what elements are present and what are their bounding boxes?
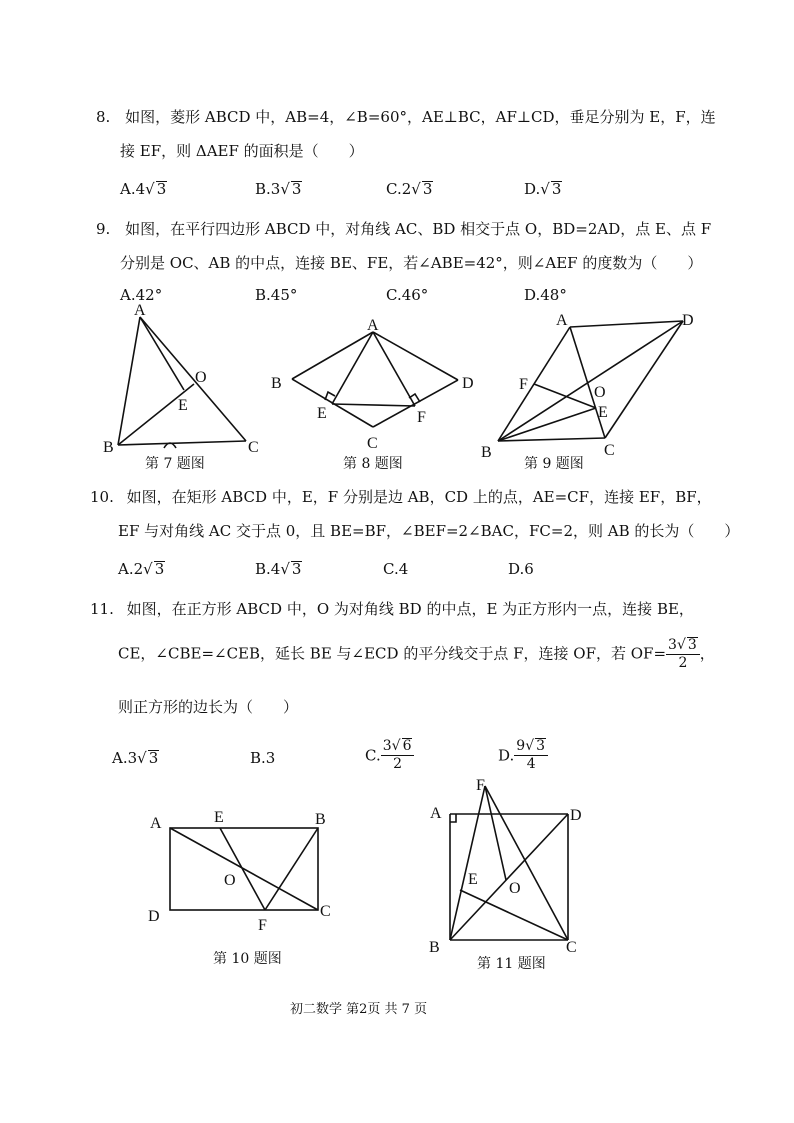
q9-number: 9. — [96, 220, 111, 238]
q11-option-a[interactable]: A.3√ 3 — [112, 749, 159, 767]
figure-11 — [420, 770, 610, 960]
fig11-label-c: C — [566, 939, 577, 956]
fig8-label-f: F — [417, 409, 426, 426]
fig8-segment-ae — [332, 332, 373, 404]
fig9-label-d: D — [682, 312, 694, 329]
fig11-label-b: B — [429, 939, 440, 956]
fig7-label-a: A — [134, 302, 146, 319]
figure-7 — [98, 300, 268, 460]
fig7-caption: 第 7 题图 — [145, 456, 205, 472]
fig8-segment-ab — [292, 332, 373, 379]
fig8-label-e: E — [317, 405, 327, 422]
fig7-label-o: O — [195, 369, 207, 386]
q9-line1 — [96, 218, 711, 239]
fig10-label-e: E — [214, 809, 224, 826]
q11-line2: CE，∠CBE=∠CEB，延长 BE 与∠ECD 的平分线交于点 F，连接 OF，若 OF= $\frac{3√ 3}{2}$ ， — [118, 637, 715, 671]
fig7-segment-ac — [140, 317, 246, 441]
q8-line2: 接 EF，则 ΔAEF 的面积是（ ） — [120, 142, 364, 160]
figure-8 — [265, 312, 485, 452]
q11-text-line1: 如图，在正方形 ABCD 中，O 为对角线 BD 的中点，E 为正方形内一点，连接 BE， — [126, 600, 694, 618]
fig11-segment-ec — [460, 890, 568, 940]
fig11-label-d: D — [570, 807, 582, 824]
fig9-label-f: F — [519, 376, 528, 393]
fig8-label-d: D — [462, 375, 474, 392]
fig10-segment-bf — [265, 828, 318, 910]
q9-option-a[interactable]: A.42° — [120, 286, 163, 304]
fig9-label-a: A — [556, 312, 568, 329]
q9-option-b[interactable]: B.45° — [255, 286, 298, 304]
fig9-segment-bc — [498, 438, 605, 441]
q10-text-line1: 如图，在矩形 ABCD 中，E，F 分别是边 AB，CD 上的点，AE=CF，连接 EF，BF， — [126, 488, 712, 506]
fig11-label-e: E — [468, 871, 478, 888]
q11-line3: 则正方形的边长为（ ） — [118, 698, 299, 716]
q10-line2: EF 与对角线 AC 交于点 0，且 BE=BF，∠BEF=2∠BAC，FC=2，则 AB 的长为（ ） — [118, 522, 740, 540]
fig10-diagonal-ac — [170, 828, 318, 910]
page-footer: 初二数学 第2页 共 7 页 — [290, 1002, 428, 1017]
q10-option-d[interactable]: D.6 — [508, 560, 534, 578]
fig11-segment-cf — [485, 786, 568, 940]
fig9-label-b: B — [481, 444, 492, 461]
fig11-caption: 第 11 题图 — [477, 956, 546, 972]
fig10-label-a: A — [150, 815, 162, 832]
q8-line1 — [96, 106, 716, 127]
fig7-label-b: B — [103, 439, 114, 456]
q11-line1 — [90, 598, 694, 619]
q8-option-c[interactable]: C.2√ 3 — [386, 180, 433, 198]
q8-text-line1: 如图，菱形 ABCD 中，AB=4，∠B=60°，AE⊥BC，AF⊥CD，垂足分别为 E，F，连 — [125, 108, 716, 126]
q11-option-d[interactable]: D. $\frac{9√ 3}{4}$ — [498, 738, 548, 773]
fig9-segment-cd — [605, 321, 683, 438]
q8-options — [120, 180, 660, 202]
fig7-label-c: C — [248, 439, 259, 456]
fig11-label-a: A — [430, 805, 442, 822]
q10-option-c[interactable]: C.4 — [383, 560, 409, 578]
fig10-caption: 第 10 题图 — [213, 951, 282, 967]
figure-9 — [478, 305, 708, 465]
fig9-caption: 第 9 题图 — [524, 456, 584, 472]
fig9-segment-fe — [534, 384, 596, 408]
q11-text-line2: CE，∠CBE=∠CEB，延长 BE 与∠ECD 的平分线交于点 F，连接 OF，若 OF= — [118, 644, 667, 663]
fig11-right-angle-a — [450, 814, 456, 822]
fig7-segment-bc — [118, 441, 246, 445]
fig10-label-b: B — [315, 811, 326, 828]
fig7-segment-bo — [118, 384, 194, 445]
q11-of-fraction: $\frac{3√ 3}{2}$ — [666, 637, 700, 672]
fig8-segment-ef — [332, 404, 415, 406]
fig8-caption: 第 8 题图 — [343, 456, 403, 472]
q11-option-b[interactable]: B.3 — [250, 749, 276, 767]
fig10-label-f: F — [258, 917, 267, 934]
q8-option-d[interactable]: D.√ 3 — [524, 180, 562, 198]
fig8-label-b: B — [271, 375, 282, 392]
q9-text-line1: 如图，在平行四边形 ABCD 中，对角线 AC、BD 相交于点 O，BD=2AD，点 E、点 F — [125, 220, 712, 238]
fig7-segment-ab — [118, 317, 140, 445]
q8-option-b[interactable]: B.3√ 3 — [255, 180, 302, 198]
fig9-label-c: C — [604, 442, 615, 459]
q9-option-d[interactable]: D.48° — [524, 286, 567, 304]
fig11-label-f: F — [476, 777, 485, 794]
q10-options — [118, 560, 658, 582]
fig11-segment-bf — [450, 786, 485, 940]
fig9-label-e: E — [598, 404, 608, 421]
q11-number: 11. — [90, 600, 114, 618]
q8-option-a[interactable]: A.4√ 3 — [120, 180, 167, 198]
fig10-label-d: D — [148, 908, 160, 925]
fig9-label-o: O — [594, 384, 606, 401]
q11-option-c[interactable]: C. $\frac{3√ 6}{2}$ — [365, 738, 414, 773]
fig10-label-c: C — [320, 903, 331, 920]
fig8-segment-cd — [373, 380, 458, 427]
figure-10 — [145, 800, 345, 940]
q10-option-a[interactable]: A.2√ 3 — [118, 560, 165, 578]
q8-number: 8. — [96, 108, 111, 126]
q9-line2: 分别是 OC、AB 的中点，连接 BE、FE，若∠ABE=42°，则∠AEF 的度数为（ ） — [120, 254, 703, 272]
q10-number: 10. — [90, 488, 114, 506]
fig8-label-c: C — [367, 435, 378, 452]
fig7-label-e: E — [178, 397, 188, 414]
fig10-segment-ef — [220, 828, 265, 910]
q10-option-b[interactable]: B.4√ 3 — [255, 560, 302, 578]
fig9-segment-ad — [570, 321, 683, 327]
fig7-segment-ae — [140, 317, 184, 390]
fig10-label-o: O — [224, 872, 236, 889]
fig11-segment-fo — [485, 786, 506, 880]
fig8-label-a: A — [367, 317, 379, 334]
fig9-segment-be — [498, 408, 596, 441]
q9-option-c[interactable]: C.46° — [386, 286, 429, 304]
fig11-label-o: O — [509, 880, 521, 897]
q10-line1 — [90, 486, 712, 507]
